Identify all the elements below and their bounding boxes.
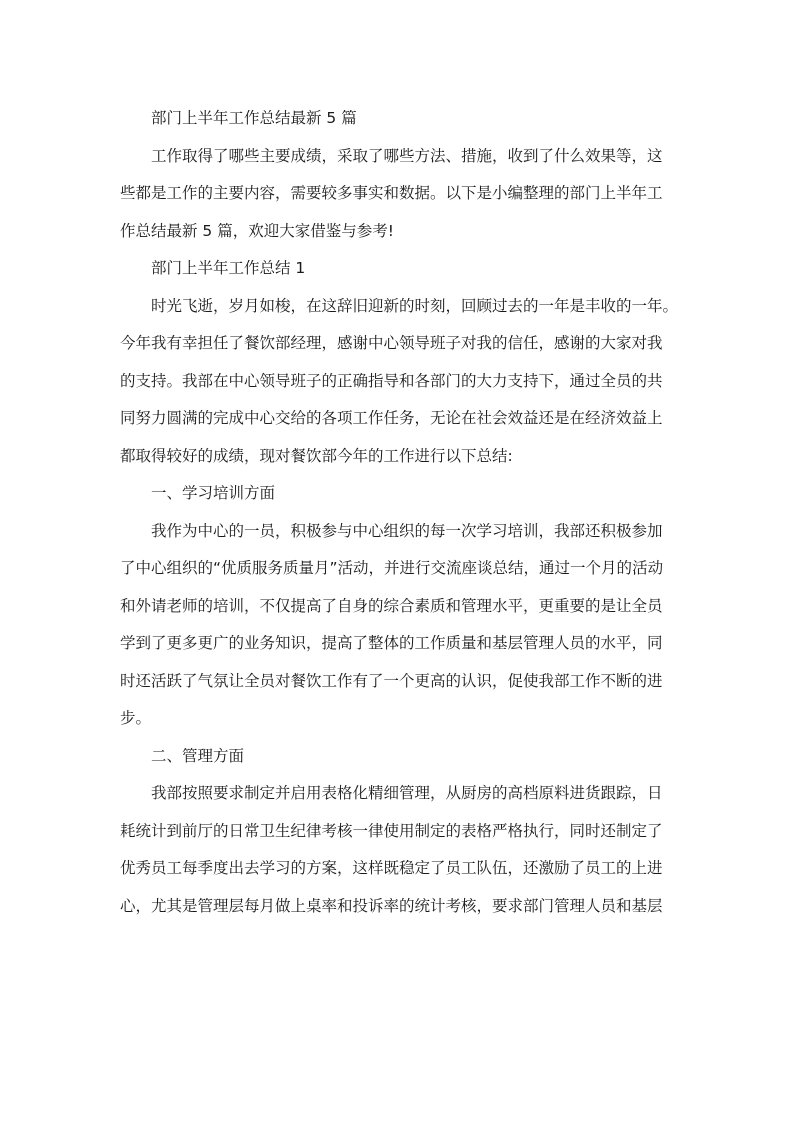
body-paragraph-line: 步。 [120, 709, 152, 727]
subsection-heading: 一、学习培训方面 [151, 484, 276, 502]
body-paragraph-line: 我部按照要求制定并启用表格化精细管理，从厨房的高档原料进货跟踪，日 [151, 784, 663, 802]
body-paragraph-line: 时光飞逝，岁月如梭，在这辞旧迎新的时刻，回顾过去的一年是丰收的一年。 [151, 296, 679, 315]
body-paragraph-line: 耗统计到前厅的日常卫生纪律考核一律使用制定的表格严格执行，同时还制定了 [120, 821, 663, 840]
body-paragraph-line: 时还活跃了气氛让全员对餐饮工作有了一个更高的认识，促使我部工作不断的进 [120, 671, 663, 690]
body-paragraph-line: 同努力圆满的完成中心交给的各项工作任务，无论在社会效益还是在经济效益上 [120, 409, 663, 427]
intro-paragraph-line: 工作取得了哪些主要成绩，采取了哪些方法、措施，收到了什么效果等，这 [151, 146, 663, 165]
body-paragraph-line: 都取得较好的成绩，现对餐饮部今年的工作进行以下总结: [120, 446, 513, 465]
body-paragraph-line: 心，尤其是管理层每月做上桌率和投诉率的统计考核，要求部门管理人员和基层 [120, 896, 663, 915]
body-paragraph-line: 我作为中心的一员，积极参与中心组织的每一次学习培训，我部还积极参加 [151, 521, 663, 540]
body-paragraph-line: 了中心组织的“优质服务质量月”活动，并进行交流座谈总结，通过一个月的活动 [120, 559, 664, 577]
body-paragraph-line: 的支持。我部在中心领导班子的正确指导和各部门的大力支持下，通过全员的共 [120, 371, 663, 390]
intro-paragraph-line: 作总结最新 5 篇，欢迎大家借鉴与参考! [120, 221, 394, 240]
body-paragraph-line: 优秀员工每季度出去学习的方案，这样既稳定了员工队伍，还激励了员工的上进 [120, 859, 663, 877]
body-paragraph-line: 和外请老师的培训，不仅提高了自身的综合素质和管理水平，更重要的是让全员 [120, 596, 663, 615]
document-title: 部门上半年工作总结最新 5 篇 [151, 109, 357, 127]
section-heading: 部门上半年工作总结 1 [151, 259, 306, 277]
subsection-heading: 二、管理方面 [151, 746, 245, 765]
intro-paragraph-line: 些都是工作的主要内容，需要较多事实和数据。以下是小编整理的部门上半年工 [120, 184, 663, 202]
body-paragraph-line: 学到了更多更广的业务知识，提高了整体的工作质量和基层管理人员的水平，同 [120, 634, 663, 652]
body-paragraph-line: 今年我有幸担任了餐饮部经理，感谢中心领导班子对我的信任，感谢的大家对我 [120, 334, 663, 352]
document-page [120, 100, 678, 925]
